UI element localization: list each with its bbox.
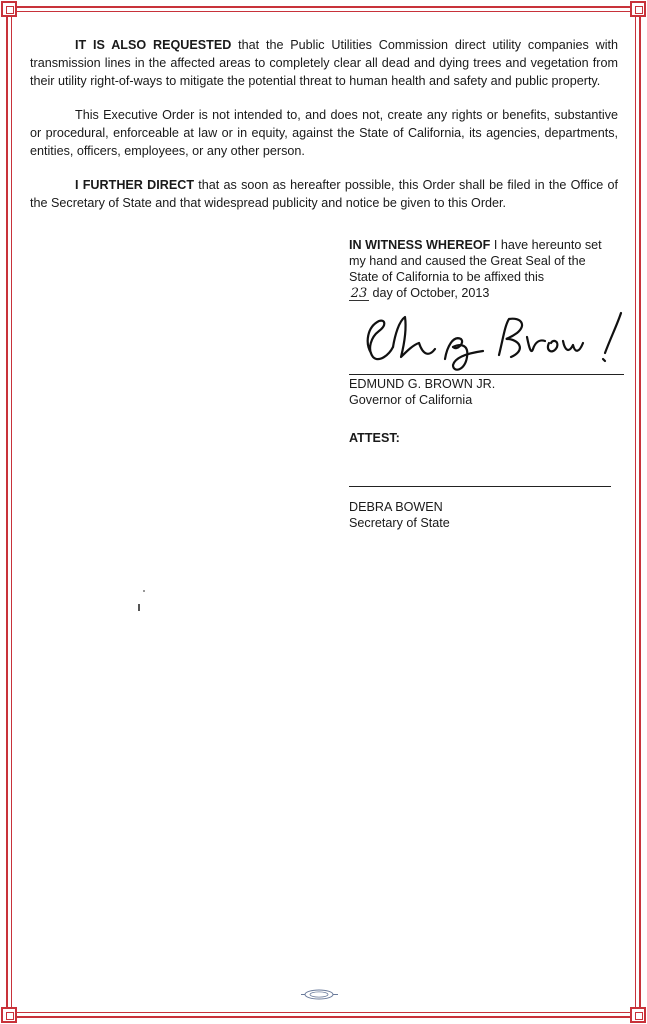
paragraph-further-direct-text: that as soon as hereafter possible, this Order shall be filed in the Office of the Secretary of State and that widespread publicity and notice be given to this Order. — [30, 178, 618, 210]
paragraph-request-text: that the Public Utilities Commission direct utility companies with transmission lines in the affected areas to completely clear all dead and dying trees and vegetation from their utility right-of-ways to mitigate the potential threat to human health and safety and public property. — [30, 38, 618, 88]
attest-label: ATTEST: — [349, 431, 400, 445]
governor-name-block — [349, 376, 617, 408]
paragraph-request-lead: IT IS ALSO REQUESTED — [75, 38, 232, 52]
scan-mark — [138, 604, 140, 611]
day-number-handwritten: 23 — [350, 286, 368, 301]
corner-ornament-bottom-right — [630, 1007, 646, 1023]
corner-ornament-top-right — [630, 1, 646, 17]
witness-date: day of October, 2013 — [369, 286, 490, 300]
governor-signature — [349, 295, 639, 375]
signature-block — [349, 237, 617, 531]
corner-ornament-top-left — [1, 1, 17, 17]
attest-signature-line — [349, 486, 611, 487]
paragraph-request — [30, 36, 618, 90]
governor-name: EDMUND G. BROWN JR. — [349, 377, 496, 391]
paragraph-further-direct — [30, 176, 618, 212]
governor-signature-area — [349, 305, 617, 375]
document-body — [30, 36, 618, 228]
governor-title: Governor of California — [349, 393, 473, 407]
secretary-name: DEBRA BOWEN — [349, 500, 443, 514]
corner-ornament-bottom-left — [1, 1007, 17, 1023]
witness-statement — [349, 237, 617, 301]
witness-lead: IN WITNESS WHEREOF — [349, 238, 491, 252]
paragraph-further-direct-lead: I FURTHER DIRECT — [75, 178, 195, 192]
secretary-title: Secretary of State — [349, 516, 450, 530]
secretary-name-block — [349, 499, 617, 531]
paragraph-no-rights-text: This Executive Order is not intended to, and does not, create any rights or benefits, substantive or procedural, enforceable at law or in equity, against the State of California, its agencies, departments, entities, officers, employees, or any other person. — [30, 108, 618, 158]
paragraph-no-rights — [30, 106, 618, 160]
union-bug-logo — [298, 989, 340, 1000]
scan-speck — [143, 590, 145, 592]
governor-signature-line — [349, 374, 624, 375]
witness-text: I have hereunto set my hand and caused the Great Seal of the State of California to be affixed this — [349, 238, 602, 284]
